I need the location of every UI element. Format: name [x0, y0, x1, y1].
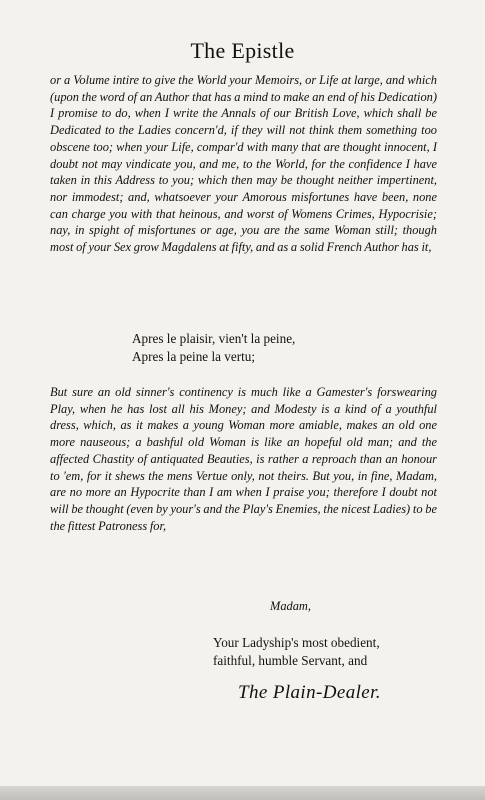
verse-line-1: Apres le plaisir, vien't la peine,: [132, 331, 296, 346]
subscription-line-1: Your Ladyship's most obedient,: [213, 635, 380, 650]
subscription: [213, 634, 380, 670]
body-paragraph-1: or a Volume intire to give the World your Memoirs, or Life at large, and which (upon the word of an Author that has a mind to make an end of his Dedication) I promise to do, when I write the Annals of our British Love, which shall be Dedicated to the Ladies concern'd, if they will not think them something too obscene too; when your Life, compar'd with many that are thought innocent, I doubt not may vindicate you, and me, to the World, for the confidence I have taken in this Address to you; which then may be thought neither impertinent, nor immodest; and, whatsoever your Amorous misfortunes have been, none can charge you with that heinous, and worst of Womens Crimes, Hypocrisie; nay, in spight of misfortunes or age, you are the same Woman still; though most of your Sex grow Magdalens at fifty, and as a solid French Author has it,: [50, 73, 437, 255]
salutation: Madam,: [270, 599, 311, 613]
signature: The Plain-Dealer.: [238, 682, 381, 703]
french-verse: [132, 330, 295, 366]
running-heading: The Epistle: [190, 38, 295, 63]
verse-line-2: Apres la peine la vertu;: [132, 349, 256, 364]
body-paragraph-2: But sure an old sinner's continency is much like a Gamester's forswearing Play, when he has lost all his Money; and Modesty is a kind of a youthful dress, which, as it makes a young Woman more amiable, makes an old one more nauseous; a bashful old Woman is like an hopeful old man; and the affected Chastity of antiquated Beauties, is rather a reproach than an honour to 'em, for it shews the mens Vertue only, not theirs. But you, in fine, Madam, are no more an Hypocrite than I am when I praise you; therefore I doubt not will be thought (even by your's and the Play's Enemies, the nicest Ladies) to be the fittest Patroness for,: [50, 385, 437, 533]
subscription-line-2: faithful, humble Servant, and: [213, 653, 368, 668]
